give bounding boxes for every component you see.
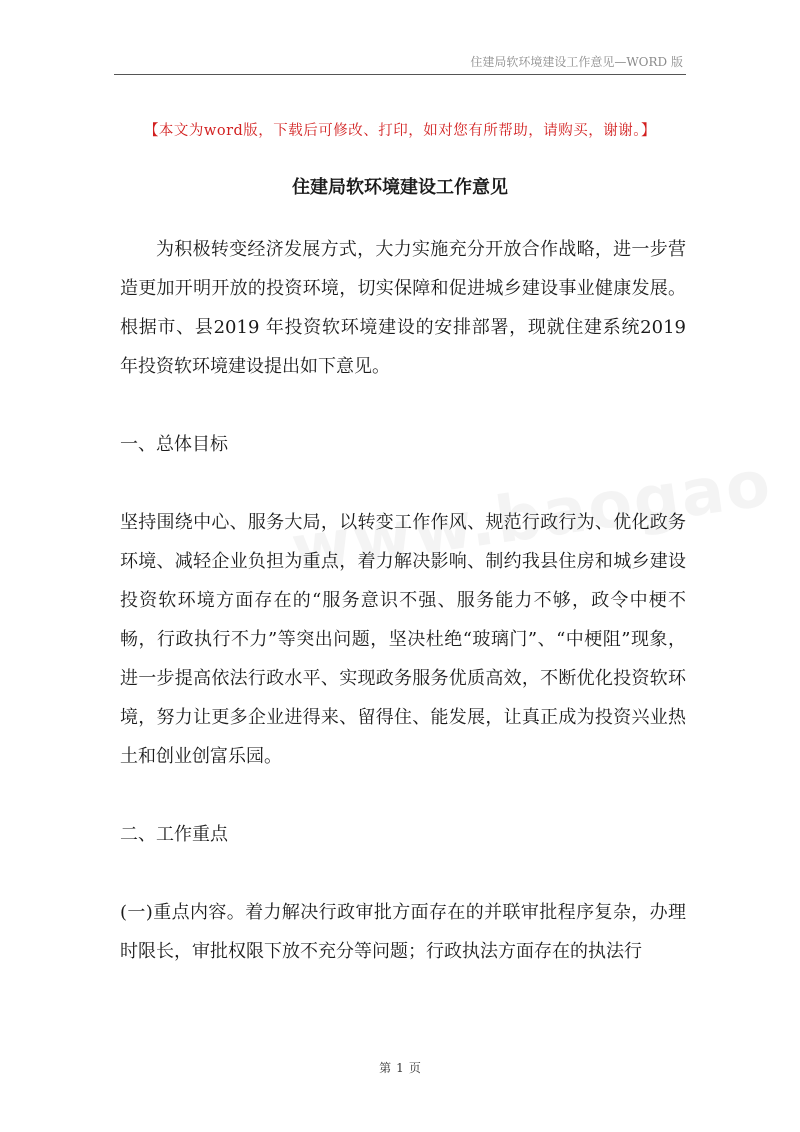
page-number: 1 [396,1061,404,1075]
document-title: 住建局软环境建设工作意见 [292,177,508,198]
running-header: 住建局软环境建设工作意见—WORD 版 [470,55,683,69]
section-heading-1: 一、总体目标 [120,434,228,455]
section-paragraph-2: (一)重点内容。着力解决行政审批方面存在的并联审批程序复杂，办理时限长，审批权限下放不充分等问题；行政执法方面存在的执法行 [120,902,686,962]
page-footer [0,1059,800,1076]
footer-suffix: 页 [408,1061,421,1075]
purchase-notice: 【本文为word版，下载后可修改、打印，如对您有所帮助，请购买，谢谢。】 [143,123,657,139]
document-body [120,230,686,971]
section-heading-2: 二、工作重点 [120,824,228,845]
section-paragraph-1: 坚持围绕中心、服务大局，以转变工作作风、规范行政行为、优化政务环境、减轻企业负担为重点，着力解决影响、制约我县住房和城乡建设投资软环境方面存在的“服务意识不强、服务能力不够，政令中梗不畅，行政执行不力”等突出问题，坚决杜绝“玻璃门”、“中梗阻”现象，进一步提高依法行政水平、实现政务服务优质高效，不断优化投资软环境，努力让更多企业进得来、留得住、能发展，让真正成为投资兴业热土和创业创富乐园。 [120,512,686,767]
header-divider [114,74,686,75]
footer-prefix: 第 [379,1061,392,1075]
intro-paragraph: 为积极转变经济发展方式，大力实施充分开放合作战略，进一步营造更加开明开放的投资环境，切实保障和促进城乡建设事业健康发展。根据市、县2019 年投资软环境建设的安排部署，现就住建系统2019 年投资软环境建设提出如下意见。 [120,239,686,377]
